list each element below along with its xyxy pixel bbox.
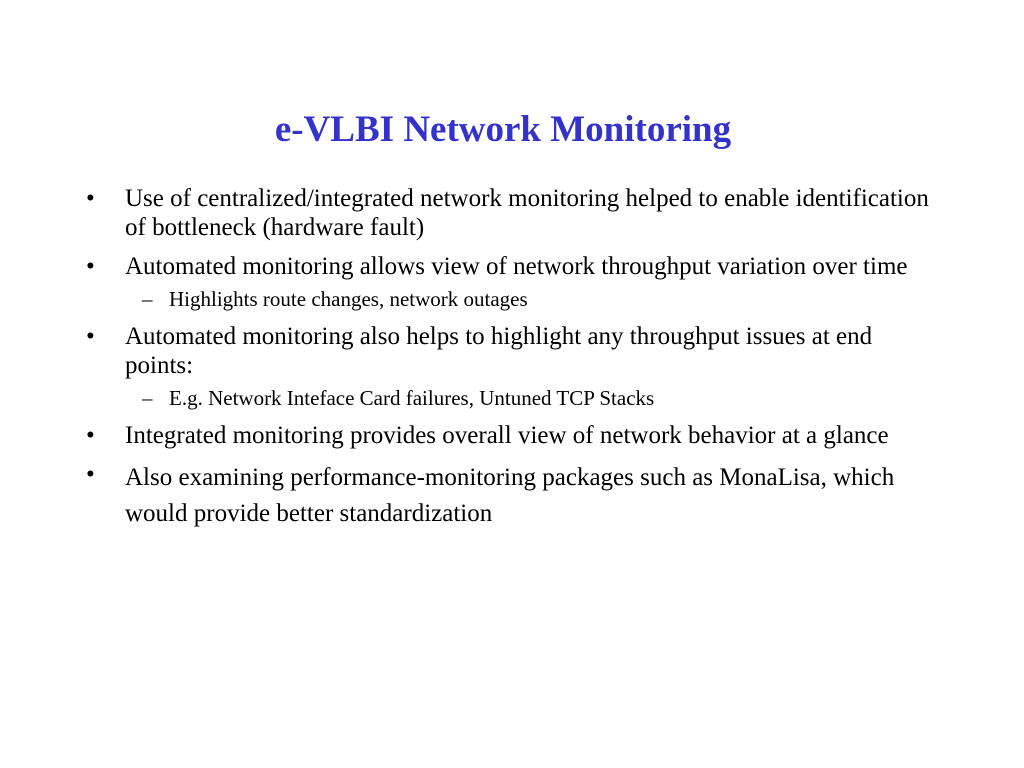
sub-bullet-marker: – xyxy=(142,386,153,410)
bullet-marker: • xyxy=(86,461,95,488)
sub-bullet-item xyxy=(125,386,946,411)
sub-bullet-list xyxy=(125,386,946,411)
sub-bullet-item xyxy=(125,287,946,312)
bullet-item xyxy=(86,322,946,411)
slide-title: e-VLBI Network Monitoring xyxy=(274,109,732,150)
bullet-text: Also examining performance-monitoring packages such as MonaLisa, which would provide better standardization xyxy=(125,464,895,527)
sub-bullet-marker: – xyxy=(142,287,153,311)
bullet-text: Use of centralized/integrated network monitoring helped to enable identification of bottleneck (hardware fault) xyxy=(125,185,929,241)
bullet-text: Automated monitoring allows view of network throughput variation over time xyxy=(125,253,908,280)
bullet-marker: • xyxy=(86,422,95,449)
bullet-item xyxy=(86,184,946,242)
bullet-item xyxy=(86,460,946,532)
bullet-text: Automated monitoring also helps to highlight any throughput issues at end points: xyxy=(125,323,873,379)
bullet-item xyxy=(86,421,946,450)
bullet-marker: • xyxy=(86,253,95,280)
bullet-marker: • xyxy=(86,323,95,350)
bullet-list xyxy=(86,184,946,542)
bullet-marker: • xyxy=(86,185,95,212)
sub-bullet-text: Highlights route changes, network outages xyxy=(169,287,528,311)
bullet-text: Integrated monitoring provides overall view of network behavior at a glance xyxy=(125,422,889,449)
sub-bullet-text: E.g. Network Inteface Card failures, Untuned TCP Stacks xyxy=(169,386,655,410)
sub-bullet-list xyxy=(125,287,946,312)
bullet-item xyxy=(86,252,946,312)
